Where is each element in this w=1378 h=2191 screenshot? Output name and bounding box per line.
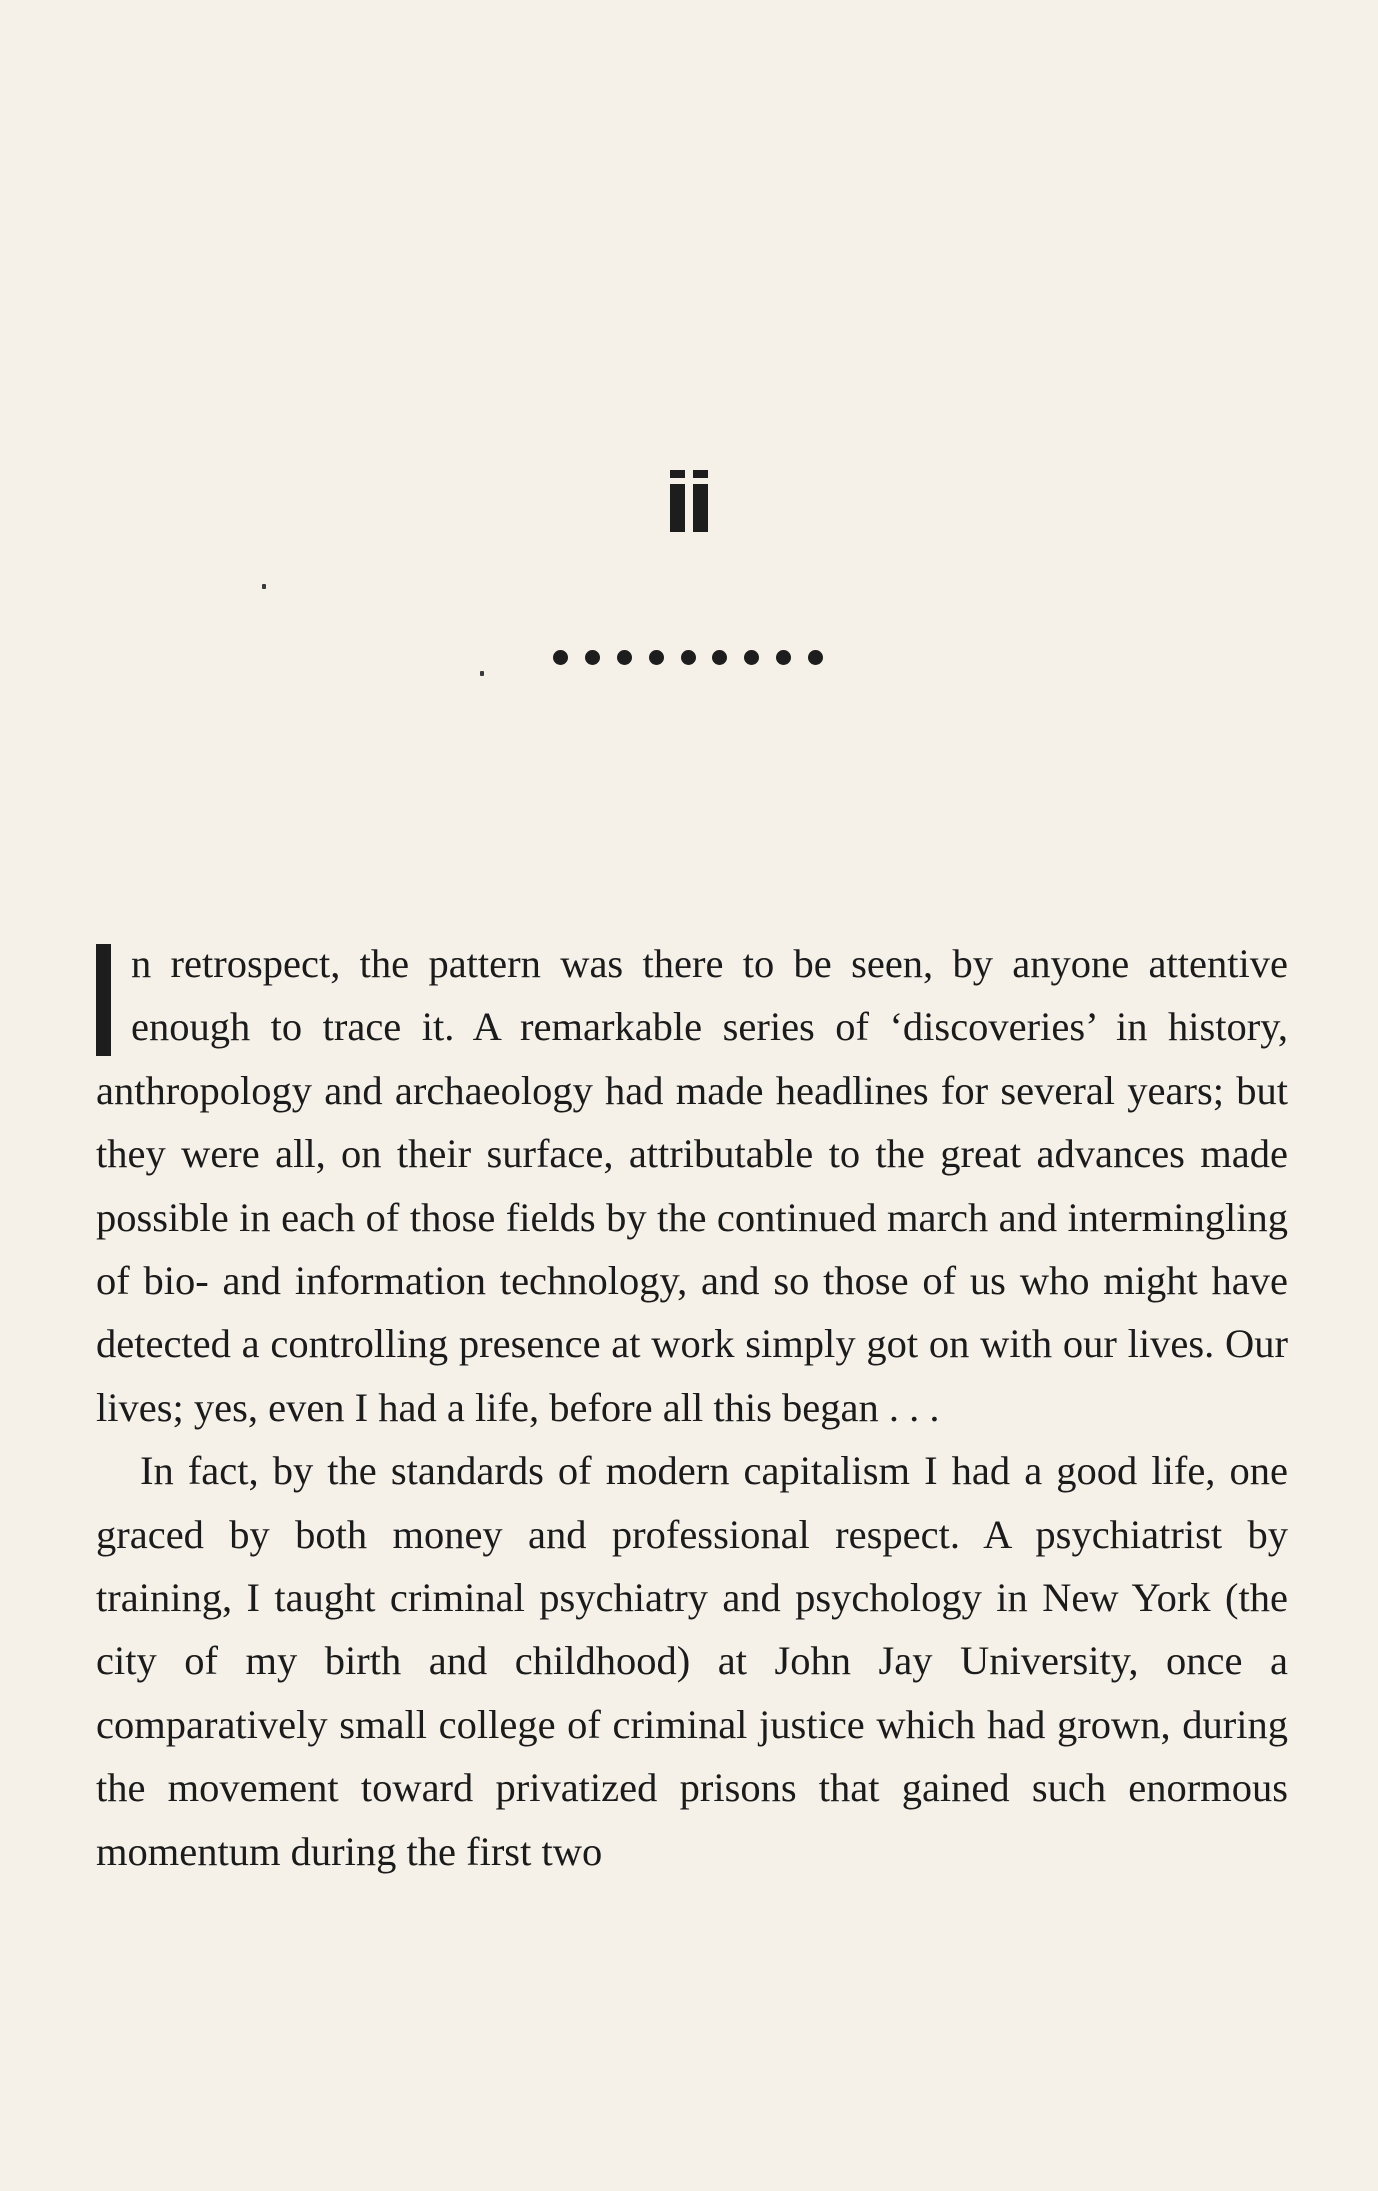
ink-speck — [480, 671, 484, 676]
paragraph-2: In fact, by the standards of modern capitalism I had a good life, one graced by both money and professional respect. A psychiatrist by training, I taught criminal psychiatry and psychology in New York (the city of my birth and childhood) at John Jay University, once a comparatively small college of criminal justice which had grown, during the movement toward privatized prisons that gained such enormous momentum during the first two — [96, 1448, 1288, 1874]
chapter-body-text — [96, 932, 1288, 1883]
drop-cap-i-icon — [96, 944, 111, 1056]
paragraph-1 — [96, 932, 1288, 1439]
paragraph-1-text: n retrospect, the pattern was there to be seen, by anyone attentive enough to trace it. A remarkable series of ‘discoveries’ in history, anthropology and archaeology had made headlines for several years; but they were all, on their surface, attributable to the great advances made possible in each of those fields by the continued march and intermingling of bio- and information technology, and so those of us who might have detected a controlling presence at work simply got on with our lives. Our lives; yes, even I had a life, before all this began . . . — [96, 941, 1288, 1430]
ink-speck — [262, 584, 266, 589]
roman-numeral-ii-icon — [670, 470, 708, 532]
reverse-side-bleed-through — [92, 24, 1292, 339]
dot-row-ornament-icon — [553, 647, 823, 667]
